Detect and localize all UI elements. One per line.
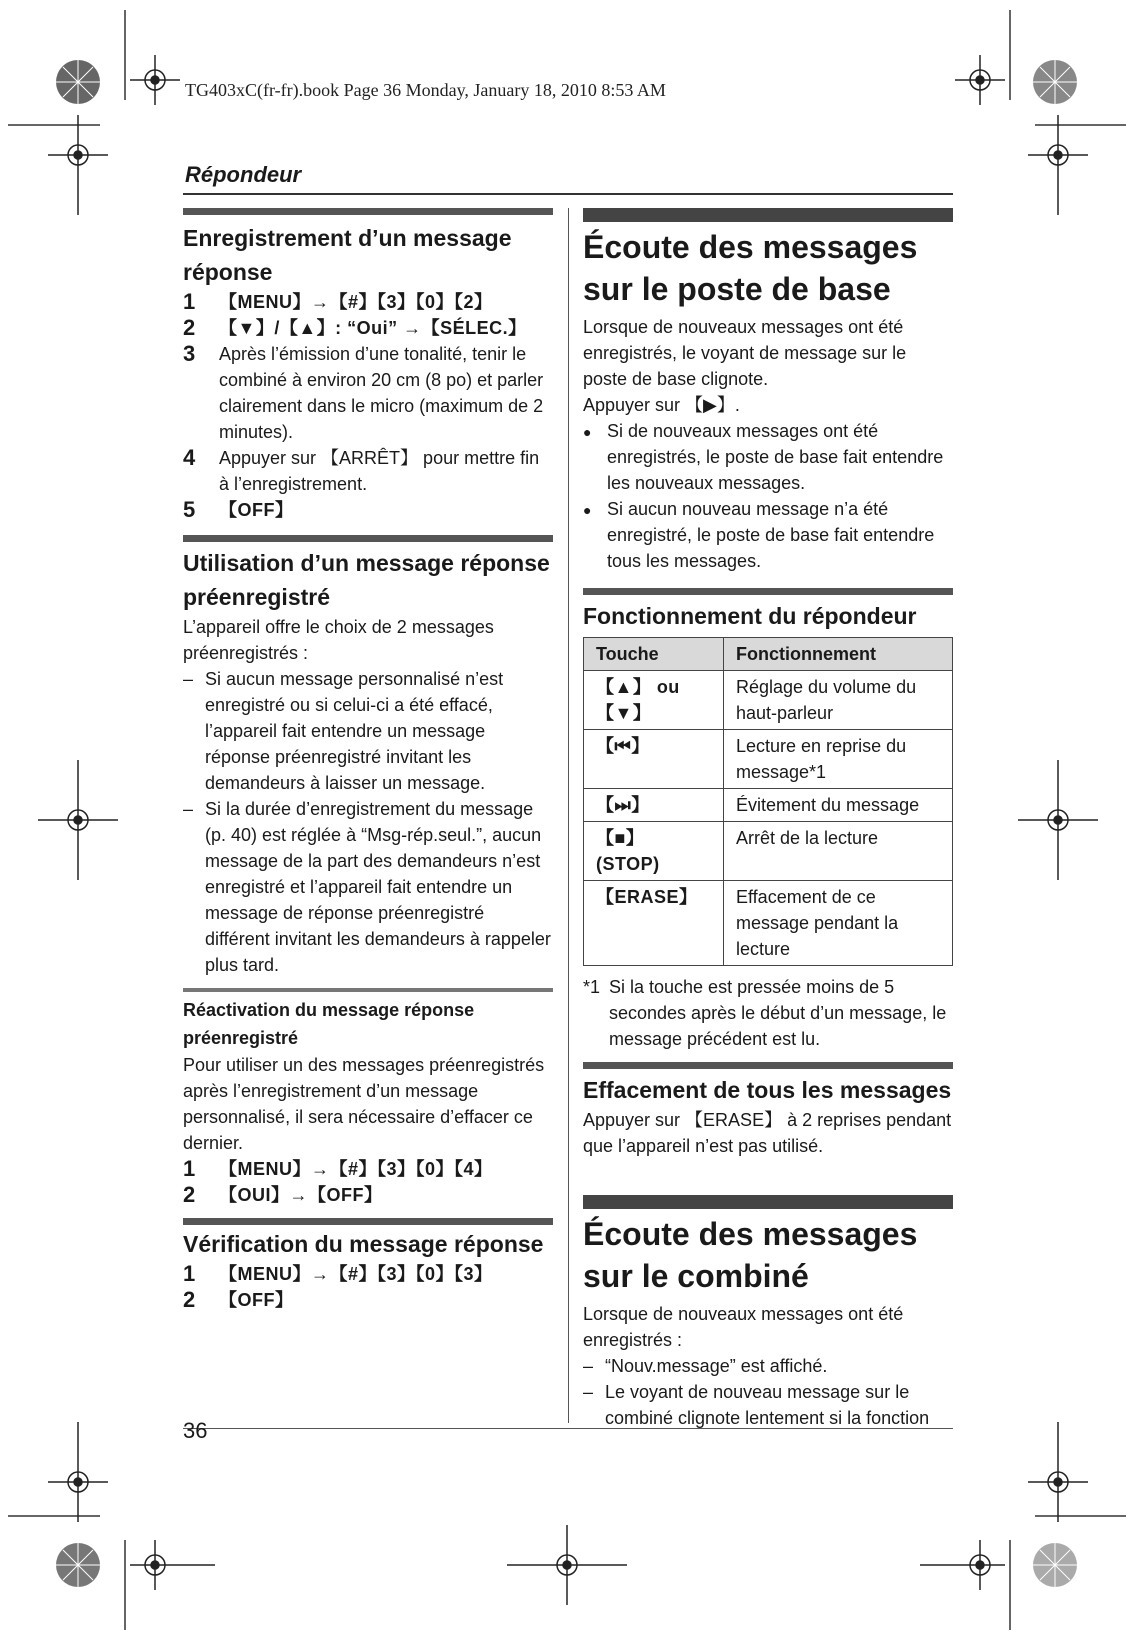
subsection-bar (183, 988, 553, 992)
function-table (583, 637, 953, 966)
erase-all-text: Appuyer sur 【ERASE】 à 2 reprises pendant que l’appareil n’est pas utilisé. (583, 1110, 952, 1156)
step-item: 3 Après l’émission d’une tonalité, tenir le combiné à environ 20 cm (8 po) et parler clairement dans le micro (maximum de 2 minutes). (183, 341, 544, 442)
list-item: – Si aucun message personnalisé n’est enregistré ou si celui-ci a été effacé, l’appareil fait entendre un message réponse préenregistré invitant les demandeurs à laisser un message. (183, 669, 504, 793)
header-rule (183, 193, 953, 195)
column-header: Touche (584, 638, 724, 671)
function-title: Fonctionnement du répondeur (583, 603, 917, 629)
section-bar (583, 1195, 953, 1209)
section-title: Répondeur (185, 162, 302, 187)
list-item: – Le voyant de nouveau message sur le combiné clignote lentement si la fonction (583, 1382, 930, 1428)
step-item: 4 Appuyer sur 【ARRÊT】 pour mettre fin à l’enregistrement. (183, 445, 540, 494)
table-header-row (584, 638, 953, 671)
preset-intro: L’appareil offre le choix de 2 messages préenregistrés : (183, 617, 494, 663)
base-paragraph: Lorsque de nouveaux messages ont été enregistrés, le voyant de message sur le poste de base clignote. (583, 317, 907, 389)
section-bar (583, 588, 953, 595)
handset-paragraph: Lorsque de nouveaux messages ont été enregistrés : (583, 1304, 904, 1350)
right-column (583, 208, 953, 1431)
table-row: 【ERASE】 Effacement de ce message pendant la lecture (584, 881, 953, 966)
file-info-line: TG403xC(fr-fr).book Page 36 Monday, January 18, 2010 8:53 AM (185, 80, 666, 100)
erase-all-title: Effacement de tous les messages (583, 1077, 952, 1103)
page-number: 36 (183, 1418, 208, 1443)
column-divider (568, 208, 569, 1423)
section-bar (183, 208, 553, 215)
table-row: 【⏮】 Lecture en reprise du message*1 (584, 730, 953, 789)
left-column (183, 208, 553, 1313)
footer-rule (183, 1428, 953, 1429)
table-row: 【▲】 ou 【▼】 Réglage du volume du haut-parleur (584, 671, 953, 730)
verification-title: Vérification du message réponse (183, 1231, 544, 1257)
step-item: 1 【MENU】→【#】【3】【0】【4】 (183, 1156, 493, 1181)
section-bar (583, 1062, 953, 1069)
list-item: – “Nouv.message” est affiché. (583, 1356, 828, 1376)
base-instruction: Appuyer sur 【▶】. (583, 395, 740, 415)
section-bar (583, 208, 953, 222)
step-item: 2 【▼】/【▲】: “Oui” →【SÉLEC.】 (183, 315, 527, 340)
reactivation-text: Pour utiliser un des messages préenregistrés après l’enregistrement d’un message personnalisé, il sera nécessaire d’effacer ce dernier. (183, 1055, 545, 1153)
bullet-item: ● Si de nouveaux messages ont été enregistrés, le poste de base fait entendre les nouveaux messages. (583, 421, 944, 493)
step-item: 2 【OFF】 (183, 1287, 294, 1312)
table-row: 【⏭】 Évitement du message (584, 789, 953, 822)
step-item: 1 【MENU】→【#】【3】【0】【3】 (183, 1261, 493, 1286)
section-bar (183, 535, 553, 542)
step-item: 5 【OFF】 (183, 497, 294, 522)
step-item: 2 【OUI】→【OFF】 (183, 1182, 383, 1207)
section-bar (183, 1218, 553, 1225)
list-item: – Si la durée d’enregistrement du message (p. 40) est réglée à “Msg-rép.seul.”, aucun message de la part des demandeurs n’est enregistré et l’appareil fait entendre un message de réponse préenregistré différent invitant les demandeurs à rappeler plus tard. (183, 799, 551, 975)
reactivation-title: Réactivation du message réponse préenregistré (183, 1000, 475, 1048)
column-header: Fonctionnement (724, 638, 953, 671)
step-item: 1 【MENU】→【#】【3】【0】【2】 (183, 289, 493, 314)
recording-steps (183, 289, 553, 523)
table-row: 【■】 (STOP) Arrêt de la lecture (584, 822, 953, 881)
preset-title: Utilisation d’un message réponse préenregistré (183, 550, 550, 610)
bullet-item: ● Si aucun nouveau message n’a été enregistré, le poste de base fait entendre tous les messages. (583, 499, 935, 571)
recording-title: Enregistrement d’un message réponse (183, 225, 512, 285)
handset-playback-title: Écoute des messages sur le combiné (583, 1216, 918, 1294)
footnote: *1 Si la touche est pressée moins de 5 secondes après le début d’un message, le message précédent est lu. (583, 977, 947, 1049)
base-playback-title: Écoute des messages sur le poste de base (583, 229, 918, 307)
